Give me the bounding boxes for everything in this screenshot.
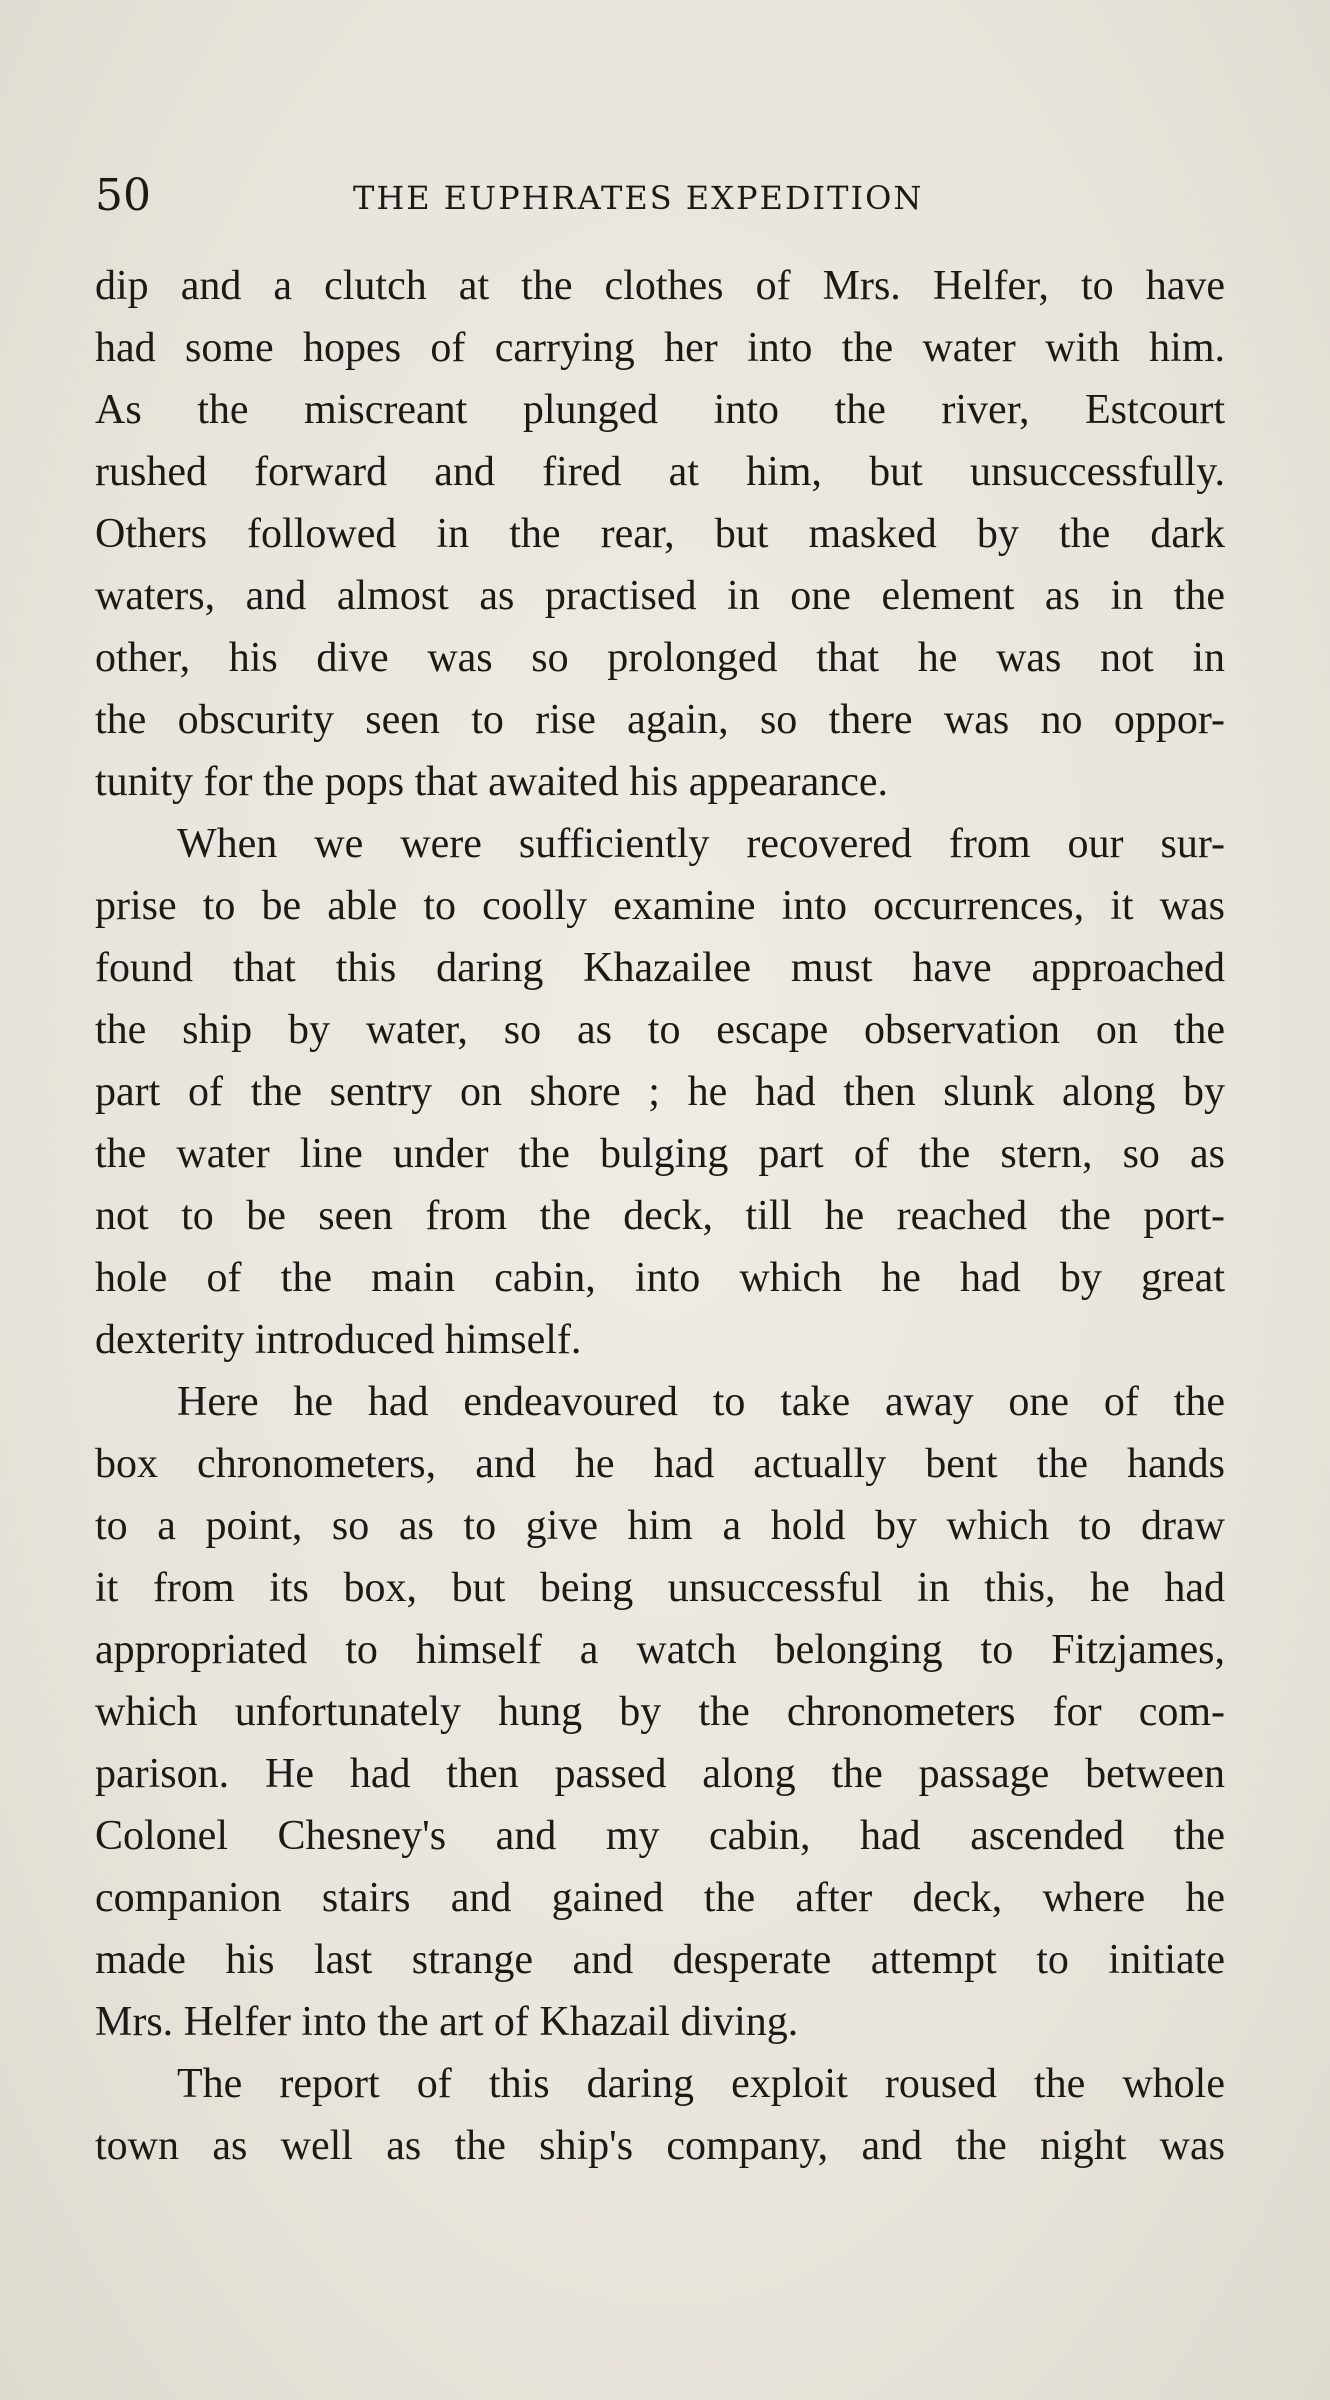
text-line: to a point, so as to give him a hold by which to draw (95, 1503, 1225, 1549)
text-line: the ship by water, so as to escape observation on the (95, 1007, 1225, 1053)
text-line: Mrs. Helfer into the art of Khazail diving. (95, 1999, 799, 2045)
text-line: box chronometers, and he had actually bent the hands (95, 1441, 1225, 1487)
text-line: it from its box, but being unsuccessful in this, he had (95, 1565, 1225, 1611)
text-line: Here he had endeavoured to take away one of the (177, 1379, 1225, 1425)
text-line: other, his dive was so prolonged that he was not in (95, 635, 1225, 681)
page-number: 50 (95, 170, 151, 221)
text-line: When we were sufficiently recovered from our sur- (177, 821, 1225, 867)
text-line: appropriated to himself a watch belonging to Fitzjames, (95, 1627, 1225, 1673)
text-line: town as well as the ship's company, and the night was (95, 2123, 1225, 2169)
text-line: the water line under the bulging part of the stern, so as (95, 1131, 1225, 1177)
text-line: tunity for the pops that awaited his appearance. (95, 759, 889, 805)
text-line: parison. He had then passed along the passage between (95, 1751, 1225, 1797)
paragraph (95, 255, 1225, 813)
text-line: hole of the main cabin, into which he had by great (95, 1255, 1225, 1301)
text-line: part of the sentry on shore ; he had then slunk along by (95, 1069, 1225, 1115)
text-line: Colonel Chesney's and my cabin, had ascended the (95, 1813, 1225, 1859)
paragraph (95, 1371, 1225, 2053)
text-line: dexterity introduced himself. (95, 1317, 582, 1363)
running-title: THE EUPHRATES EXPEDITION (353, 179, 924, 217)
text-line: rushed forward and fired at him, but unsuccessfully. (95, 449, 1225, 495)
paragraph (95, 2053, 1225, 2177)
text-line: Others followed in the rear, but masked by the dark (95, 511, 1225, 557)
text-line: waters, and almost as practised in one element as in the (95, 573, 1225, 619)
text-line: companion stairs and gained the after deck, where he (95, 1875, 1225, 1921)
body-text (95, 255, 1225, 2177)
text-line: which unfortunately hung by the chronometers for com- (95, 1689, 1225, 1735)
text-line: The report of this daring exploit roused the whole (177, 2061, 1225, 2107)
text-line: had some hopes of carrying her into the water with him. (95, 325, 1225, 371)
text-line: dip and a clutch at the clothes of Mrs. Helfer, to have (95, 263, 1225, 309)
paragraph (95, 813, 1225, 1371)
text-line: prise to be able to coolly examine into occurrences, it was (95, 883, 1225, 929)
text-line: the obscurity seen to rise again, so there was no oppor- (95, 697, 1225, 743)
text-line: found that this daring Khazailee must have approached (95, 945, 1225, 991)
text-line: As the miscreant plunged into the river, Estcourt (95, 387, 1225, 433)
text-line: made his last strange and desperate attempt to initiate (95, 1937, 1225, 1983)
page-header (95, 168, 1235, 224)
text-line: not to be seen from the deck, till he reached the port- (95, 1193, 1225, 1239)
